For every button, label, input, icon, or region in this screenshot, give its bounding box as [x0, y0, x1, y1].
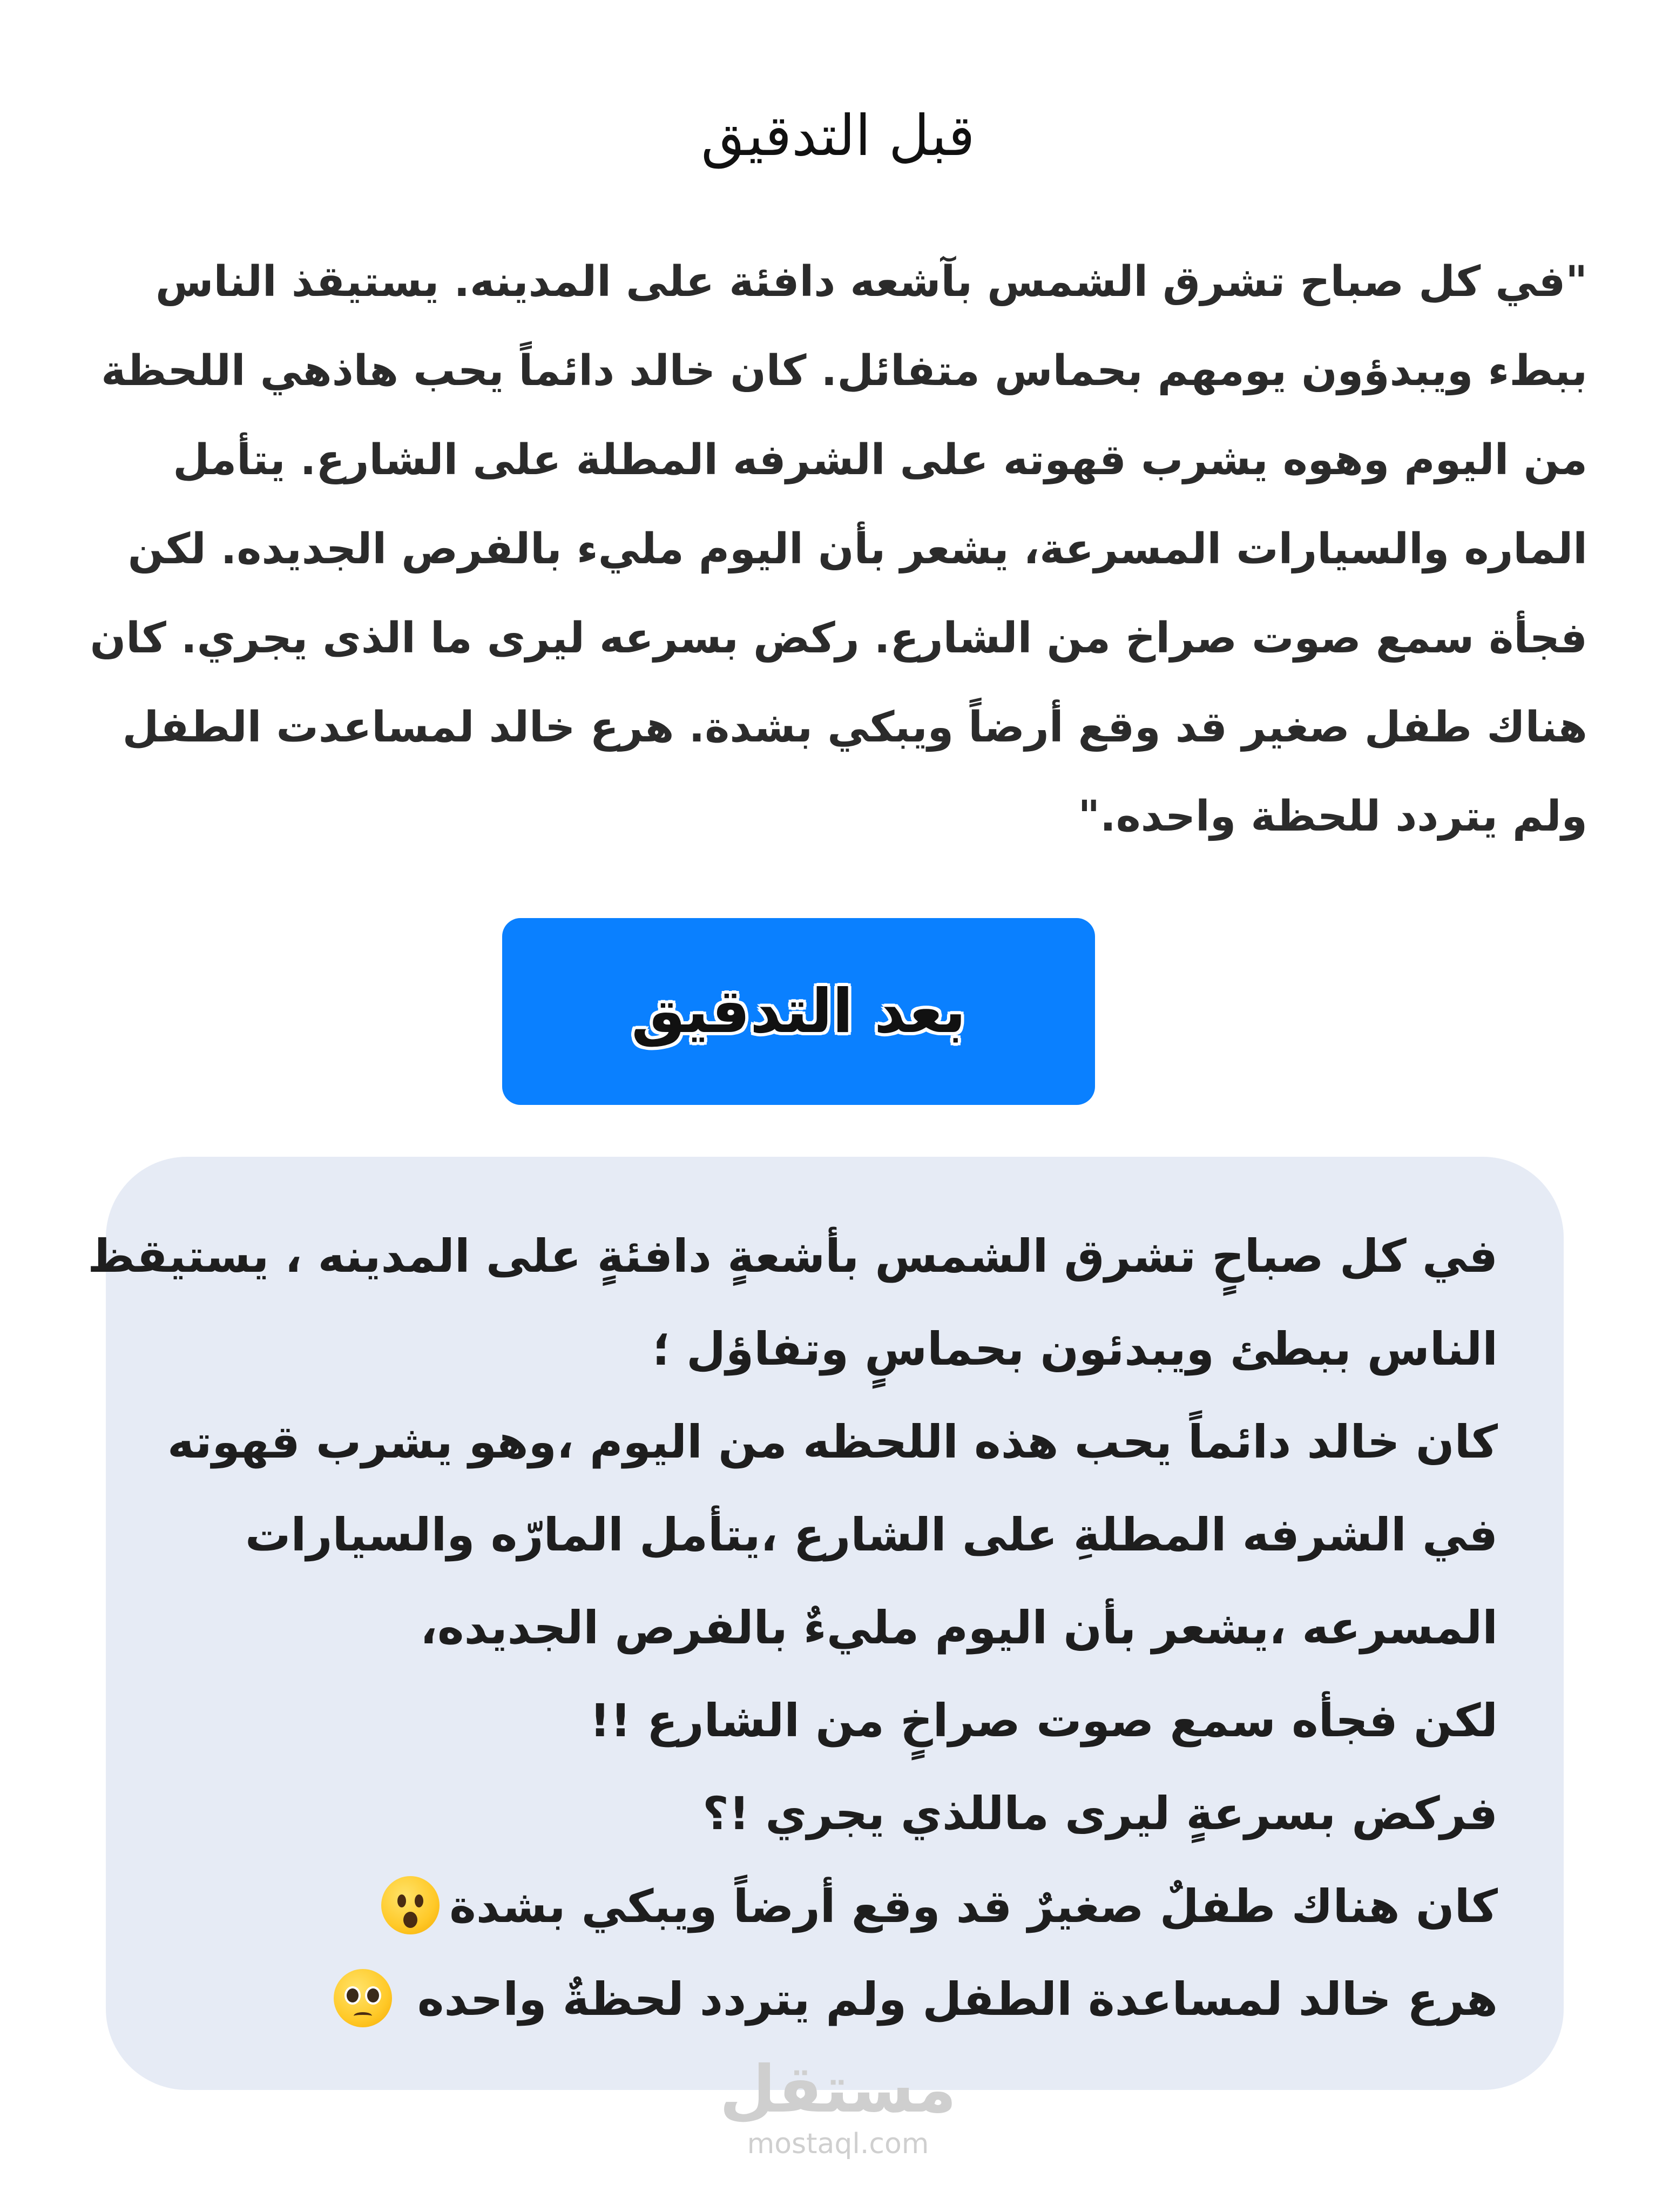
before-title: قبل التدقيق [701, 103, 975, 168]
after-line-7: فركض بسرعةٍ ليرى ماللذي يجري !؟ [702, 1787, 1498, 1840]
watermark-logo: مستقل [719, 2052, 957, 2127]
after-line-6: لكن فجأه سمع صوت صراخٍ من الشارع !! [590, 1694, 1498, 1747]
watermark-url: mostaql.com [747, 2128, 929, 2160]
watermark [0, 2052, 1676, 2160]
after-line-8-wrap [132, 1860, 1498, 1953]
after-line-8: كان هناك طفلٌ صغيرٌ قد وقع أرضاً ويبكي بشدة [449, 1880, 1498, 1933]
after-line-4: في الشرفه المطلةِ على الشارع ،يتأمل المارّه والسيارات [245, 1508, 1498, 1561]
after-line-3: كان خالد دائماً يحب هذه اللحظه من اليوم ،وهو يشرب قهوته [167, 1415, 1498, 1468]
after-button-label: بعد التدقيق [631, 976, 966, 1047]
astonished-face-icon [381, 1876, 440, 1934]
after-line-9-wrap [132, 1953, 1498, 2046]
after-button[interactable] [502, 918, 1095, 1105]
after-line-5: المسرعه ،يشعر بأن اليوم مليءٌ بالفرص الجديده، [420, 1601, 1498, 1654]
after-text [87, 1210, 1498, 2046]
pleading-face-icon [334, 1969, 392, 2027]
before-text: "في كل صباح تشرق الشمس بآشعه دافئة على المدينه. يستيقذ الناس ببطء ويبدؤون يومهم بحماس متفائل. كان خالد دائماً يحب هاذهي اللحظة من اليوم وهوه يشرب قهوته على الشرفه المطلة على الشارع. يتأمل الماره والسيارات المسرعة، يشعر بأن اليوم مليء بالفرص الجديده. لكن فجأة سمع صوت صراخ من الشارع. ركض بسرعه ليرى ما الذى يجري. كان هناك طفل صغير قد وقع أرضاً ويبكي بشدة. هرع خالد لمساعدت الطفل ولم يتردد للحظة واحده." [90, 258, 1587, 841]
after-line-2: الناس ببطئ ويبدئون بحماسٍ وتفاؤل ؛ [652, 1323, 1498, 1375]
after-line-9: هرع خالد لمساعدة الطفل ولم يتردد لحظةٌ واحده [417, 1973, 1498, 2026]
after-line-1: في كل صباحٍ تشرق الشمس بأشعةٍ دافئةٍ على المدينه ، يستيقظ [87, 1230, 1498, 1283]
